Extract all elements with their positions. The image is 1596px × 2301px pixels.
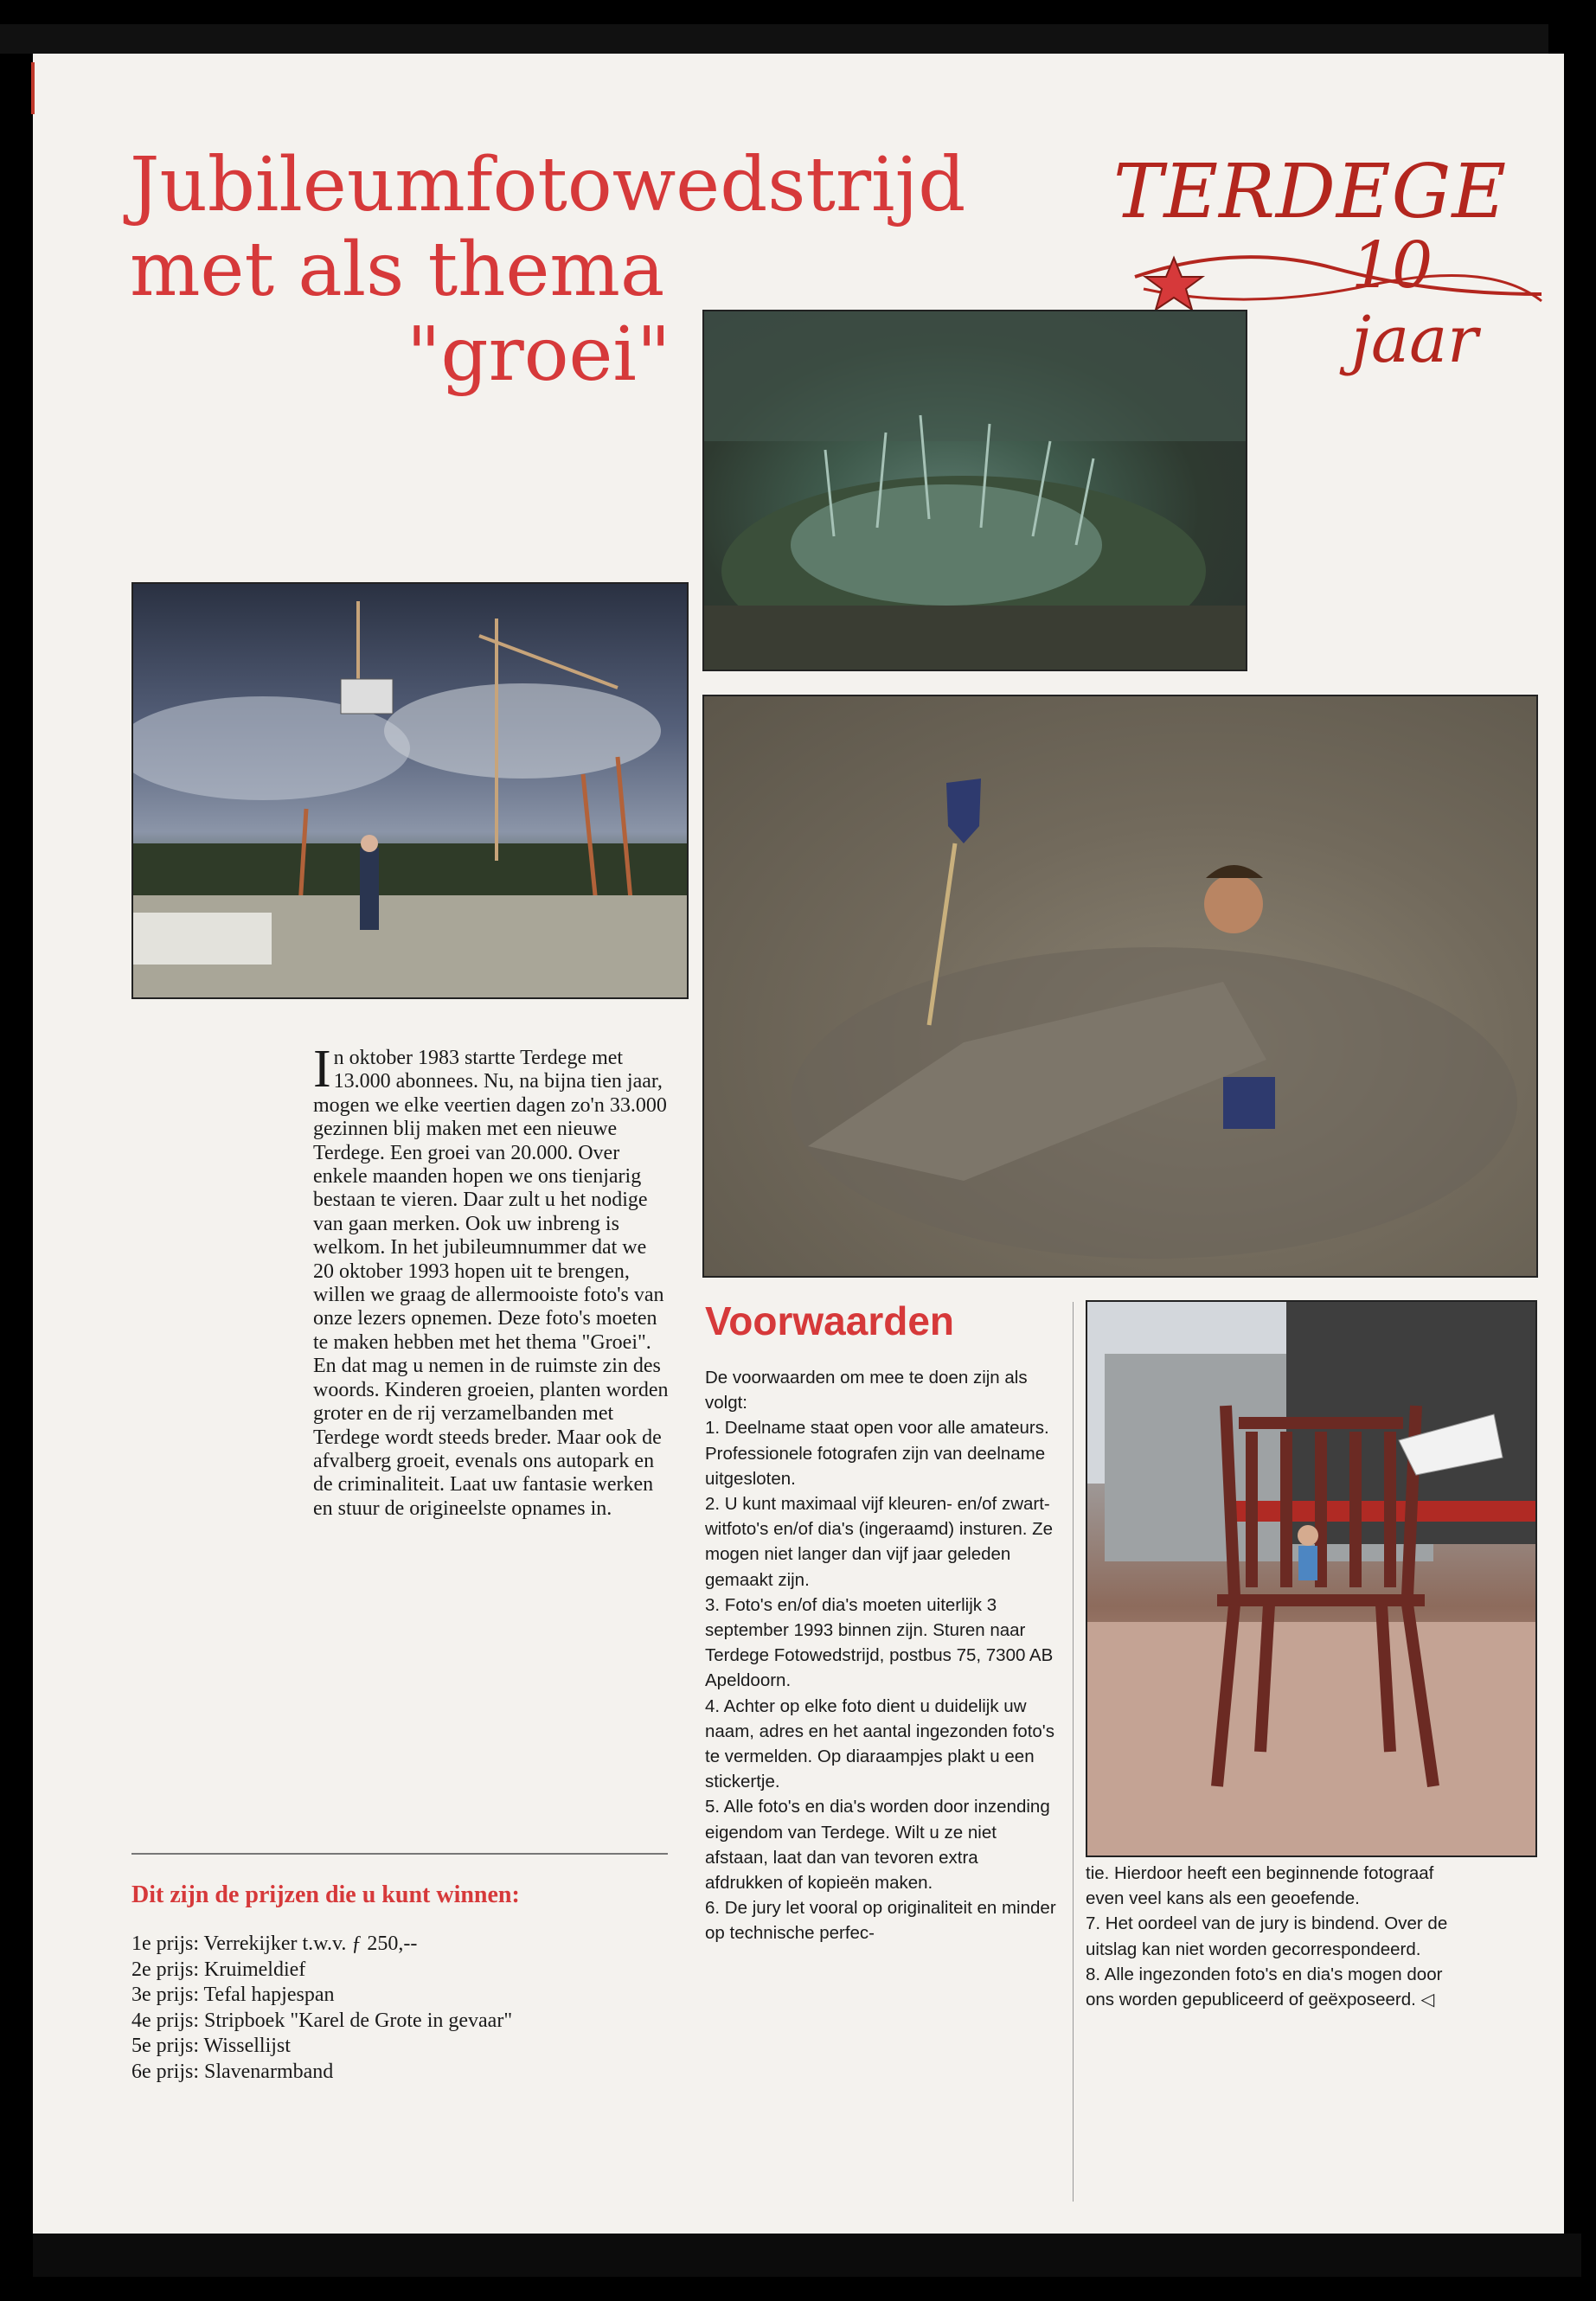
construction-illustration xyxy=(133,584,687,997)
sand-illustration xyxy=(704,696,1536,1276)
voorwaarden-paragraph: 8. Alle ingezonden foto's en dia's mogen door ons worden gepubliceerd of geëxposeerd. ◁ xyxy=(1086,1964,1443,2010)
chair-illustration xyxy=(1087,1302,1535,1856)
column-divider xyxy=(1073,1302,1074,2202)
intro-body: n oktober 1983 startte Terdege met 13.000 abonnees. Nu, na bijna tien jaar, mogen we elke veertien dagen zo'n 33.000 gezinnen blij maken met een nieuwe Terdege. Een groei van 20.000. Over enkele maanden hopen we ons tienjarig bestaan te vieren. Daar zult u het nodige van gaan merken. Ook uw inbreng is welkom. In het jubileumnummer dat we 20 oktober 1993 hopen uit te brengen, willen we graag de allermooiste foto's van onze lezers opnemen. Deze foto's moeten te maken hebben met het thema "Groei". En dat mag u nemen in de ruimste zin des woords. Kinderen groeien, planten worden groter en de rij verzamelbanden met Terdege wordt steeds breder. Maar ook de afvalberg groeit, evenals ons autopark en de criminaliteit. Laat uw fantasie werken en stuur de origineelste opnames in. xyxy=(313,1047,669,1520)
prize-item: 4e prijs: Stripboek "Karel de Grote in gevaar" xyxy=(131,2009,513,2032)
red-edge-mark xyxy=(31,62,35,114)
photo-construction-crane xyxy=(131,582,689,999)
title-line-2: met als thema xyxy=(130,227,665,313)
drop-cap: I xyxy=(313,1040,331,1099)
prize-item: 5e prijs: Wissellijst xyxy=(131,2035,291,2057)
voorwaarden-paragraph: 3. Foto's en/of dia's moeten uiterlijk 3 september 1993 binnen zijn. Sturen naar Terdege Fotowedstrijd, postbus 75, 7300 AB Apeldoorn. xyxy=(705,1594,1054,1691)
top-black-bar xyxy=(0,24,1548,54)
prize-item: 2e prijs: Kruimeldief xyxy=(131,1958,306,1981)
logo-years: 10 jaar xyxy=(1351,228,1478,377)
intro-text xyxy=(313,1040,670,1521)
section-divider xyxy=(131,1853,668,1855)
voorwaarden-paragraph: 1. Deelname staat open voor alle amateurs. Professionele fotografen zijn van deelname uitgesloten. xyxy=(705,1418,1049,1489)
bottom-black-bar xyxy=(33,2234,1581,2277)
prizes-heading: Dit zijn de prijzen die u kunt winnen: xyxy=(131,1881,520,1908)
plant-illustration xyxy=(704,311,1246,670)
prize-item: 1e prijs: Verrekijker t.w.v. ƒ 250,-- xyxy=(131,1932,418,1955)
prizes-list xyxy=(131,1932,512,2085)
voorwaarden-column-1 xyxy=(705,1365,1060,1946)
photo-boy-in-sand xyxy=(702,695,1538,1278)
title-line-1: Jubileumfotowedstrijd xyxy=(130,142,966,228)
voorwaarden-paragraph: De voorwaarden om mee te doen zijn als volgt: xyxy=(705,1368,1028,1413)
logo-brand: TERDEGE xyxy=(1113,149,1508,235)
voorwaarden-paragraph: 2. U kunt maximaal vijf kleuren- en/of zwart-witfoto's en/of dia's (ingeraamd) insturen. Ze mogen niet langer dan vijf jaar geleden gemaakt zijn. xyxy=(705,1494,1054,1590)
prize-item: 3e prijs: Tefal hapjespan xyxy=(131,1984,335,2006)
voorwaarden-paragraph: 6. De jury let vooral op originaliteit en minder op technische perfec- xyxy=(705,1898,1056,1944)
photo-giant-chair xyxy=(1086,1300,1537,1857)
voorwaarden-paragraph: 7. Het oordeel van de jury is bindend. Over de uitslag kan niet worden gecorrespondeerd. xyxy=(1086,1913,1448,1959)
voorwaarden-paragraph: 5. Alle foto's en dia's worden door inzending eigendom van Terdege. Wilt u ze niet afstaan, laat dan van tevoren extra afdrukken of kopieën maken. xyxy=(705,1797,1050,1894)
voorwaarden-paragraph: 4. Achter op elke foto dient u duidelijk uw naam, adres en het aantal ingezonden foto's te vermelden. Op diaraampjes plakt u een stickertje. xyxy=(705,1695,1054,1792)
title-line-3: "groei" xyxy=(407,311,671,398)
voorwaarden-paragraph: tie. Hierdoor heeft een beginnende fotograaf even veel kans als een geoefende. xyxy=(1086,1863,1434,1909)
photo-plant-growth xyxy=(702,310,1247,671)
voorwaarden-heading: Voorwaarden xyxy=(705,1298,954,1343)
prize-item: 6e prijs: Slavenarmband xyxy=(131,2060,334,2083)
voorwaarden-column-2 xyxy=(1086,1861,1449,2012)
